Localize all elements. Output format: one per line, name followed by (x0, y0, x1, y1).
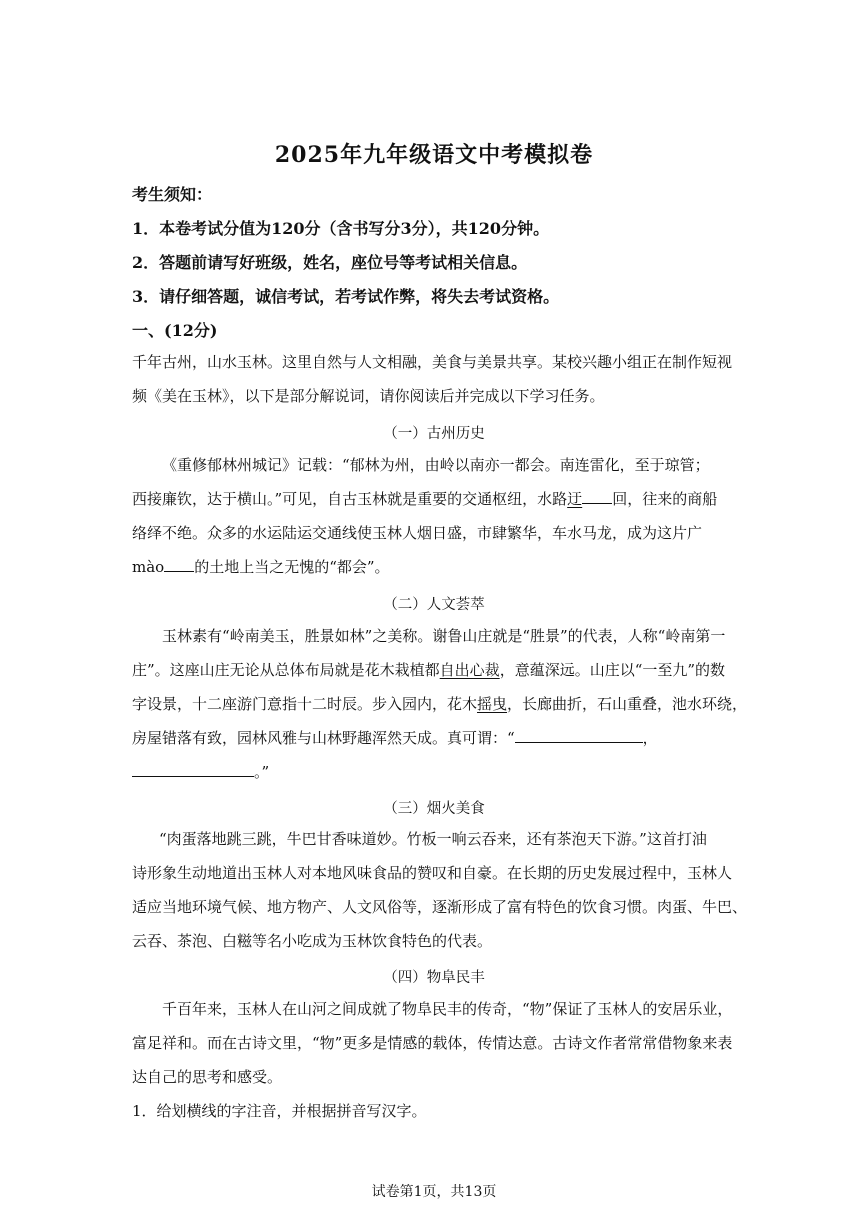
underlined-phrase: 自出心裁 (439, 661, 500, 679)
text-span: ，长廊曲折，石山重叠，池水环绕， (507, 695, 748, 713)
intro-line: 千年古州，山水玉林。这里自然与人文相融，美食与美景共享。某校兴趣小组正在制作短视 (132, 353, 733, 371)
text-line: 云吞、茶泡、白糍等名小吃成为玉林饮食特色的代表。 (132, 932, 493, 950)
text-line (132, 653, 742, 687)
text-line: “肉蛋落地跳三跳，牛巴甘香味道妙。竹板一响云吞来，还有茶泡天下游。”这首打油 (159, 830, 707, 848)
text-line: 达自己的思考和感受。 (132, 1068, 283, 1086)
answer-blank[interactable] (515, 724, 643, 743)
page-title: 2025年九年级语文中考模拟卷 (274, 142, 594, 168)
text-span: ， (642, 729, 658, 747)
section-intro (132, 345, 742, 413)
subsection-heading: （一）古州历史 (383, 426, 485, 442)
text-span: 。” (254, 763, 270, 781)
pinyin-text: mào (132, 558, 165, 576)
text-line: 富足祥和。而在古诗文里，“物”更多是情感的载体，传情达意。古诗文作者常常借物象来表 (132, 1034, 733, 1052)
subsection-heading: （二）人文荟萃 (383, 597, 485, 613)
paragraph-history (132, 448, 742, 584)
subsection-heading: （四）物阜民丰 (383, 970, 485, 986)
text-span: 西接廉钦，达于横山。”可见，自古玉林就是重要的交通枢纽，水路 (132, 490, 568, 508)
answer-blank[interactable] (582, 485, 612, 504)
paragraph-products (132, 992, 742, 1094)
answer-blank[interactable] (164, 553, 194, 572)
notice-item: 2．答题前请写好班级，姓名，座位号等考试相关信息。 (132, 253, 528, 272)
paragraph-culture (132, 619, 748, 789)
text-line: 玉林素有“岭南美玉，胜景如林”之美称。谢鲁山庄就是“胜景”的代表，人称“岭南第一 (162, 627, 726, 645)
underlined-char: 迂 (567, 490, 583, 508)
text-line: 千百年来，玉林人在山河之间成就了物阜民丰的传奇，“物”保证了玉林人的安居乐业， (162, 1000, 733, 1018)
text-span: 庄”。这座山庄无论从总体布局就是花木栽植都 (132, 661, 440, 679)
text-span: 房屋错落有致，园林风雅与山林野趣浑然天成。真可谓：“ (132, 729, 515, 747)
section-heading: 一、(12分) (132, 321, 218, 340)
page-footer: 试卷第1页，共13页 (371, 1184, 497, 1200)
text-line (132, 482, 742, 516)
text-line: 络绎不绝。众多的水运陆运交通线使玉林人烟日盛，市肆繁华，车水马龙，成为这片广 (132, 524, 703, 542)
text-span: 回，往来的商船 (612, 490, 718, 508)
notice-item: 1．本卷考试分值为120分（含书写分3分），共120分钟。 (132, 219, 550, 238)
text-line: 适应当地环境气候、地方物产、人文风俗等，逐渐形成了富有特色的饮食习惯。肉蛋、牛巴、 (132, 898, 748, 916)
answer-blank[interactable] (132, 758, 254, 777)
question-1: 1．给划横线的字注音，并根据拼音写汉字。 (132, 1102, 427, 1120)
text-line: 《重修郁林州城记》记载：“郁林为州，由岭以南亦一都会。南连雷化，至于琼管； (162, 456, 710, 474)
text-span: 字设景，十二座游门意指十二时辰。步入园内，花木 (132, 695, 478, 713)
text-line (132, 687, 748, 721)
text-line (132, 550, 742, 584)
notice-heading: 考生须知： (132, 185, 213, 204)
underlined-phrase: 摇曳 (477, 695, 508, 713)
text-span: ，意蕴深远。山庄以“一至九”的数 (499, 661, 726, 679)
text-span: 的土地上当之无愧的“都会”。 (194, 558, 390, 576)
subsection-heading: （三）烟火美食 (383, 801, 485, 817)
text-line: 诗形象生动地道出玉林人对本地风味食品的赞叹和自豪。在长期的历史发展过程中，玉林人 (132, 864, 733, 882)
notice-item: 3．请仔细答题，诚信考试，若考试作弊，将失去考试资格。 (132, 287, 560, 306)
paragraph-food (132, 822, 748, 958)
intro-line: 频《美在玉林》，以下是部分解说词，请你阅读后并完成以下学习任务。 (132, 387, 605, 405)
text-line (132, 721, 742, 755)
text-line (132, 755, 742, 789)
